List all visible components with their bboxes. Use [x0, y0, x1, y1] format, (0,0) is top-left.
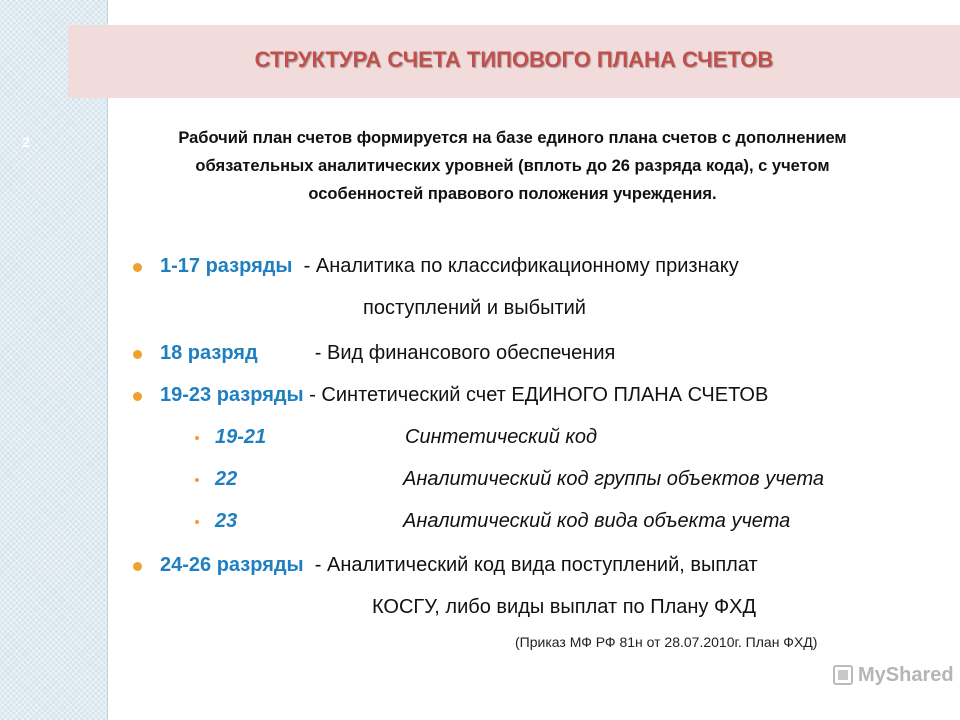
- logo-icon: [833, 665, 853, 685]
- sub-bullet-icon: [195, 478, 199, 482]
- subitem-description: Аналитический код группы объектов учета: [403, 468, 824, 490]
- intro-paragraph: Рабочий план счетов формируется на базе единого плана счетов с дополнением обязательных аналитических уровней (вплоть до 26 разряда кода), с учетом особенностей правового положения учреждения.: [178, 129, 847, 203]
- item-description: Аналитический код вида поступлений, выплат: [326, 554, 758, 576]
- item-key: 24-26 разряды: [160, 554, 304, 576]
- subitem-description: Синтетический код: [405, 426, 598, 448]
- bullet-icon: [133, 562, 142, 571]
- item-separator: -: [303, 384, 322, 406]
- title-band: [68, 25, 960, 98]
- watermark-text: MyShared: [858, 663, 954, 686]
- subitem-code: 23: [215, 510, 238, 532]
- source-note: (Приказ МФ РФ 81н от 28.07.2010г. План ФХД): [515, 634, 818, 650]
- bullet-icon: [133, 350, 142, 359]
- list-item: [160, 554, 758, 577]
- list-item: [160, 255, 739, 278]
- item-key: 18 разряд: [160, 342, 258, 364]
- slide-number: 2: [22, 134, 30, 150]
- sub-bullet-icon: [195, 436, 199, 440]
- list-item: [160, 384, 768, 407]
- subitem-code: 22: [215, 468, 238, 490]
- item-description: Вид финансового обеспечения: [327, 342, 616, 364]
- subitem-description: Аналитический код вида объекта учета: [403, 510, 791, 532]
- item-key: 19-23 разряды: [160, 384, 304, 406]
- watermark-logo: [833, 662, 954, 688]
- item-separator: -: [292, 255, 316, 277]
- list-item: [160, 342, 615, 365]
- bullet-icon: [133, 392, 142, 401]
- item-description: Аналитика по классификационному признаку: [315, 255, 739, 277]
- item-key: 1-17 разряды: [160, 255, 293, 277]
- item-separator: -: [303, 342, 327, 364]
- subitem-code: 19-21: [215, 426, 267, 448]
- sidebar-pattern: [0, 0, 108, 720]
- item-continuation: КОСГУ, либо виды выплат по Плану ФХД: [372, 596, 757, 618]
- item-separator: -: [303, 554, 327, 576]
- item-description: Синтетический счет ЕДИНОГО ПЛАНА СЧЕТОВ: [321, 384, 769, 406]
- bullet-icon: [133, 263, 142, 272]
- sub-bullet-icon: [195, 520, 199, 524]
- item-continuation: поступлений и выбытий: [363, 297, 586, 319]
- slide-title: СТРУКТУРА СЧЕТА ТИПОВОГО ПЛАНА СЧЕТОВ: [254, 47, 774, 72]
